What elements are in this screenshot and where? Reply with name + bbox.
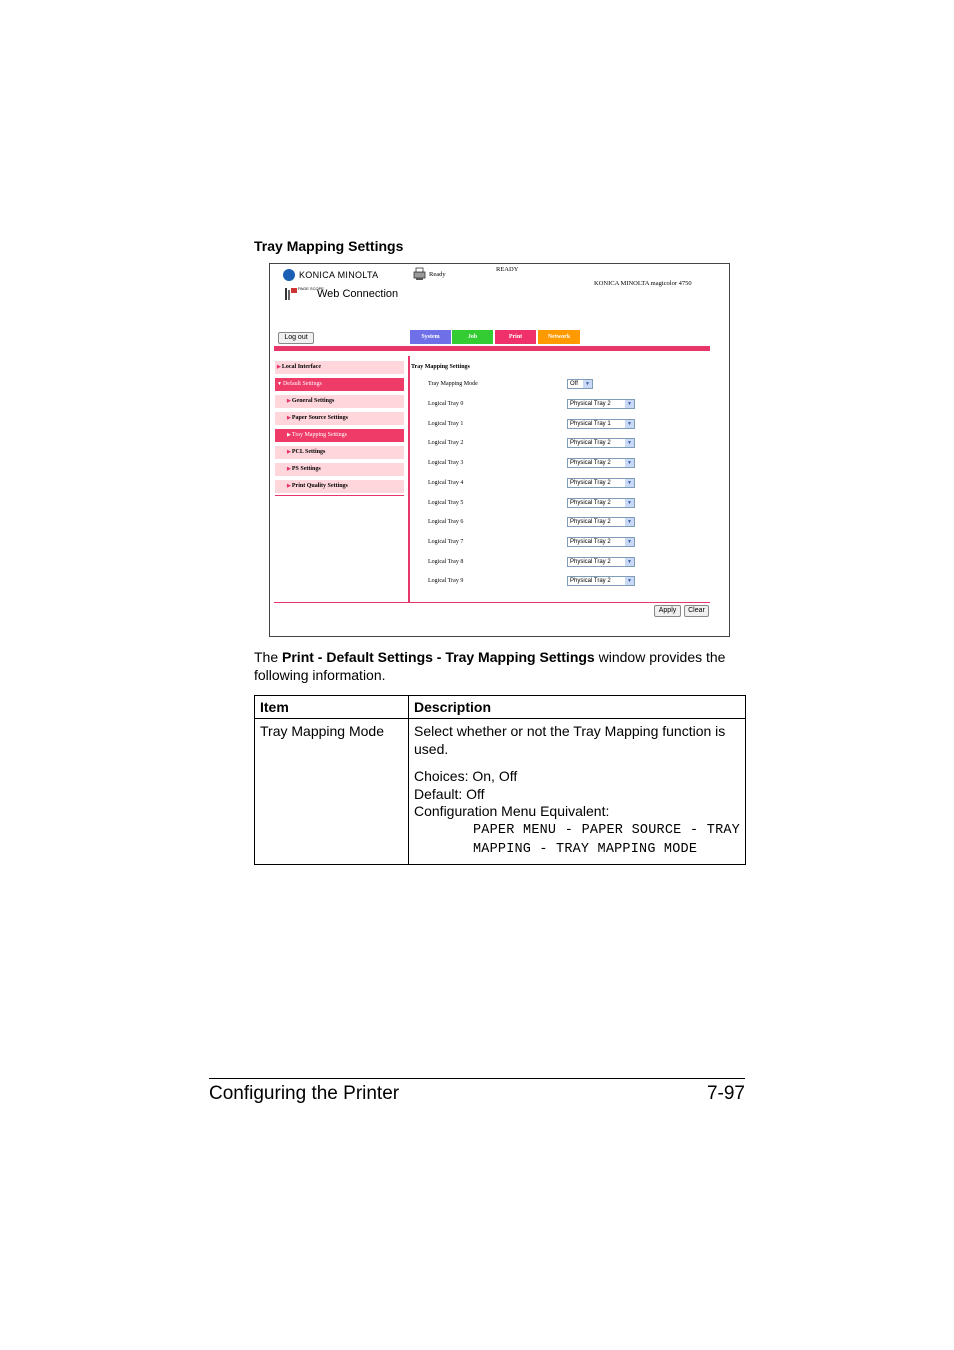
printer-model: KONICA MINOLTA magicolor 4750 [594,280,692,287]
pagescope-logo-icon [284,287,298,301]
sidebar-item-label: General Settings [291,398,335,404]
sidebar-separator [408,356,410,602]
sidebar-item-label: Paper Source Settings [291,415,348,421]
logical-tray-select[interactable] [567,557,635,567]
logical-tray-label: Logical Tray 8 [428,558,464,565]
cell-item: Tray Mapping Mode [255,719,409,865]
description-paragraph [254,648,746,684]
tray-mapping-mode-label: Tray Mapping Mode [428,381,478,387]
logical-tray-select[interactable] [567,537,635,547]
apply-button[interactable]: Apply [654,605,681,617]
triangle-right-icon: ▶ [287,467,291,472]
triangle-right-icon: ▶ [287,416,291,421]
logical-tray-select[interactable] [567,399,635,409]
logical-tray-select[interactable] [567,478,635,488]
cell-description [409,719,746,865]
logout-button[interactable]: Log out [278,332,314,344]
triangle-right-icon: ▶ [287,484,291,489]
logical-tray-select[interactable] [567,438,635,448]
tab-job[interactable]: Job [452,330,493,344]
panel-title: Tray Mapping Settings [411,364,470,370]
logical-tray-select[interactable] [567,419,635,429]
logical-tray-select[interactable] [567,517,635,527]
default-text: Default: Off [414,785,485,802]
chevron-down-icon: ▼ [625,479,634,487]
logical-tray-label: Logical Tray 2 [428,440,464,447]
tab-network[interactable]: Network [538,330,580,344]
logical-tray-value: Physical Tray 2 [570,519,611,526]
table-header-row [255,696,746,719]
triangle-right-icon: ▶ [287,450,291,455]
printer-icon [412,266,427,281]
footer-chapter: Configuring the Printer [209,1083,400,1104]
triangle-right-icon: ▶ [287,433,291,438]
chevron-down-icon: ▼ [625,499,634,507]
logical-tray-select[interactable] [567,576,635,586]
chevron-down-icon: ▼ [583,380,592,388]
logical-tray-value: Physical Tray 2 [570,479,611,486]
brand-name: KONICA MINOLTA [299,270,379,280]
sidebar-item-label: PCL Settings [291,449,326,455]
sidebar-item-paper-source-settings[interactable] [275,412,404,425]
sidebar-item-label: Local Interface [281,364,322,370]
status-icon-label: Ready [429,271,446,278]
info-table [254,695,746,865]
tab-print[interactable]: Print [495,330,536,344]
sidebar-item-default-settings[interactable] [275,378,404,391]
konica-minolta-logo-icon [283,269,295,281]
logical-tray-value: Physical Tray 2 [570,538,611,545]
tray-mapping-mode-select[interactable] [567,379,593,389]
sidebar-item-ps-settings[interactable] [275,463,404,476]
logical-tray-label: Logical Tray 9 [428,578,464,585]
footer-divider [274,602,710,603]
chevron-down-icon: ▼ [625,558,634,566]
page-number: 7-97 [706,1083,745,1104]
logical-tray-label: Logical Tray 0 [428,401,464,407]
sidebar-item-local-interface[interactable] [275,361,404,374]
logical-tray-label: Logical Tray 5 [428,499,464,506]
config-label: Configuration Menu Equivalent: [414,803,610,819]
sidebar-item-print-quality-settings[interactable] [275,480,404,493]
chevron-down-icon: ▼ [625,459,634,467]
para-prefix: The [254,649,283,665]
chevron-down-icon: ▼ [625,439,634,447]
chevron-down-icon: ▼ [625,577,634,585]
para-bold-path: Print - Default Settings - Tray Mapping Settings [282,649,595,665]
section-heading: Tray Mapping Settings [254,238,404,254]
logical-tray-value: Physical Tray 2 [570,401,611,407]
logical-tray-label: Logical Tray 6 [428,519,464,526]
logical-tray-value: Physical Tray 2 [570,460,611,467]
logical-tray-label: Logical Tray 1 [428,420,464,427]
triangle-right-icon: ▶ [287,399,291,404]
sidebar-item-general-settings[interactable] [275,395,404,408]
choices-text: Choices: On, Off [414,768,518,784]
logical-tray-value: Physical Tray 2 [570,578,611,585]
pagescope-label: PAGE SCOPE [298,286,324,291]
header-description: Description [409,696,746,719]
sidebar-divider [275,495,404,496]
header-divider [274,346,710,351]
sidebar-item-label: PS Settings [291,466,321,472]
logical-tray-value: Physical Tray 2 [570,440,611,447]
triangle-down-icon: ▼ [277,382,282,387]
logical-tray-label: Logical Tray 7 [428,538,464,545]
chevron-down-icon: ▼ [625,538,634,546]
config-value: PAPER MENU - PAPER SOURCE - TRAY MAPPING - TRAY MAPPING MODE [473,822,740,857]
tray-mapping-mode-value: Off [570,381,578,387]
logical-tray-select[interactable] [567,498,635,508]
header-item: Item [255,696,409,719]
logical-tray-select[interactable] [567,458,635,468]
table-row [255,719,746,865]
product-name: Web Connection [317,288,399,300]
web-connection-screenshot [269,263,730,637]
sidebar-item-label: Tray Mapping Settings [291,432,347,438]
logical-tray-label: Logical Tray 3 [428,460,464,467]
sidebar-item-pcl-settings[interactable] [275,446,404,459]
sidebar-item-tray-mapping-settings[interactable] [275,429,404,442]
logical-tray-value: Physical Tray 2 [570,499,611,506]
printer-status: READY [496,266,519,273]
para-suffix: window provides the following information. [254,649,726,683]
logical-tray-value: Physical Tray 1 [570,420,611,427]
description-text: Select whether or not the Tray Mapping function is used. [414,723,726,757]
sidebar-item-label: Default Settings [282,381,322,387]
footer-rule [209,1078,745,1079]
chevron-down-icon: ▼ [625,420,634,428]
tab-system[interactable]: System [410,330,451,344]
logical-tray-value: Physical Tray 2 [570,558,611,565]
clear-button[interactable]: Clear [684,605,709,617]
triangle-right-icon: ▶ [277,365,281,370]
chevron-down-icon: ▼ [625,400,634,408]
sidebar-item-label: Print Quality Settings [291,483,348,489]
logical-tray-label: Logical Tray 4 [428,479,464,486]
chevron-down-icon: ▼ [625,518,634,526]
